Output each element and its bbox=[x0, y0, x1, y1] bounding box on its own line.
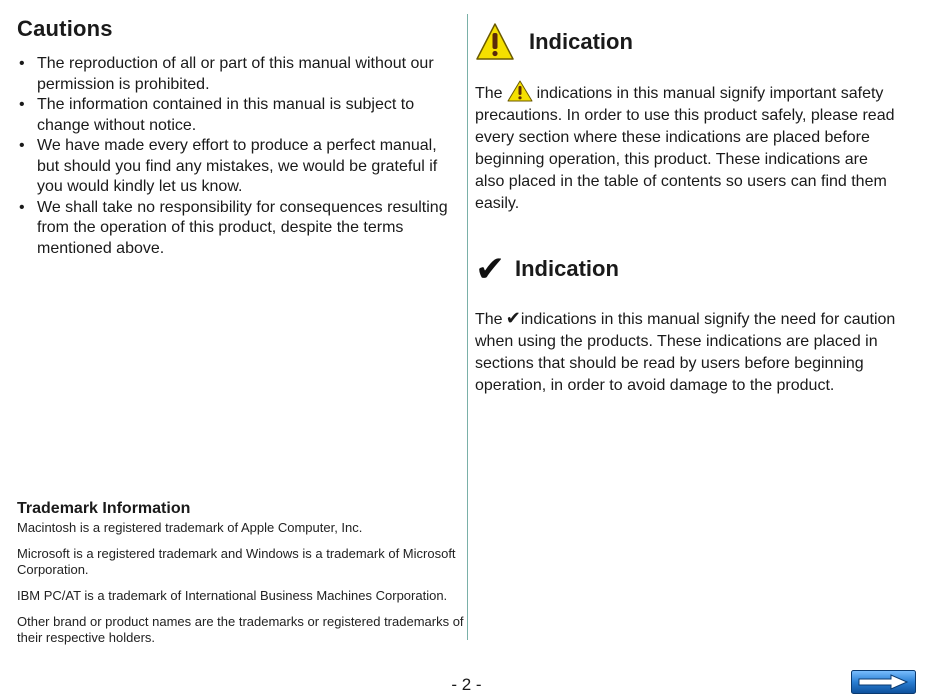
bullet: • bbox=[19, 198, 25, 216]
check-indication-title: Indication bbox=[515, 256, 619, 281]
cautions-item bbox=[17, 95, 462, 136]
check-indication-text bbox=[475, 307, 900, 397]
check-text-after: indications in this manual signify the need for caution when using the products. These indications are placed in sections that should be read by users before beginning operation, in order to avoid damage to the product. bbox=[475, 311, 896, 394]
page-number: - 2 - bbox=[451, 675, 482, 694]
warning-text-after: indications in this manual signify important safety precautions. In order to use this product safely, please read every section where these indications are placed before beginning operation, this product. These indications are also placed in the table of contents so users can find them easily. bbox=[475, 85, 895, 212]
cautions-item bbox=[17, 54, 462, 95]
warning-indication-title: Indication bbox=[529, 29, 633, 54]
bullet: • bbox=[19, 96, 25, 113]
warning-triangle-icon bbox=[507, 80, 533, 102]
check-indication-section bbox=[475, 241, 900, 397]
checkmark-icon: ✔ bbox=[505, 308, 521, 328]
warning-indication-text bbox=[475, 80, 900, 215]
warning-indication-heading bbox=[475, 14, 900, 70]
check-text-before: The bbox=[475, 311, 503, 328]
warning-indication-section bbox=[475, 14, 900, 215]
trademark-section bbox=[17, 500, 467, 656]
indications-column bbox=[475, 14, 900, 397]
bullet: • bbox=[19, 137, 25, 154]
next-page-arrow-icon[interactable] bbox=[851, 670, 916, 694]
trademark-paragraph: Other brand or product names are the trademarks or registered trademarks of their respective holders. bbox=[17, 614, 464, 645]
cautions-item bbox=[17, 136, 462, 198]
warning-text-before: The bbox=[475, 85, 503, 102]
trademark-paragraph: IBM PC/AT is a trademark of International Business Machines Corporation. bbox=[17, 588, 448, 603]
bullet: • bbox=[19, 55, 25, 72]
trademark-paragraph: Macintosh is a registered trademark of Apple Computer, Inc. bbox=[17, 520, 363, 535]
cautions-column bbox=[17, 16, 464, 645]
check-indication-heading bbox=[475, 241, 900, 297]
warning-triangle-icon bbox=[475, 22, 515, 62]
trademark-paragraph: Microsoft is a registered trademark and Windows is a trademark of Microsoft Corporation. bbox=[17, 546, 456, 577]
cautions-item-text: We have made every effort to produce a perfect manual, but should you find any mistakes, we would be grateful if you would kindly let us know. bbox=[37, 137, 438, 195]
cautions-list bbox=[17, 54, 462, 259]
column-divider bbox=[467, 14, 468, 640]
trademark-title: Trademark Information bbox=[17, 500, 191, 517]
cautions-item bbox=[17, 198, 462, 260]
cautions-title: Cautions bbox=[17, 16, 113, 41]
checkmark-icon: ✔ bbox=[475, 248, 506, 289]
cautions-item-text: We shall take no responsibility for consequences resulting from the operation of this product, despite the terms mentioned above. bbox=[37, 198, 448, 257]
cautions-item-text: The information contained in this manual is subject to change without notice. bbox=[37, 96, 415, 134]
cautions-item-text: The reproduction of all or part of this manual without our permission is prohibited. bbox=[37, 55, 434, 93]
